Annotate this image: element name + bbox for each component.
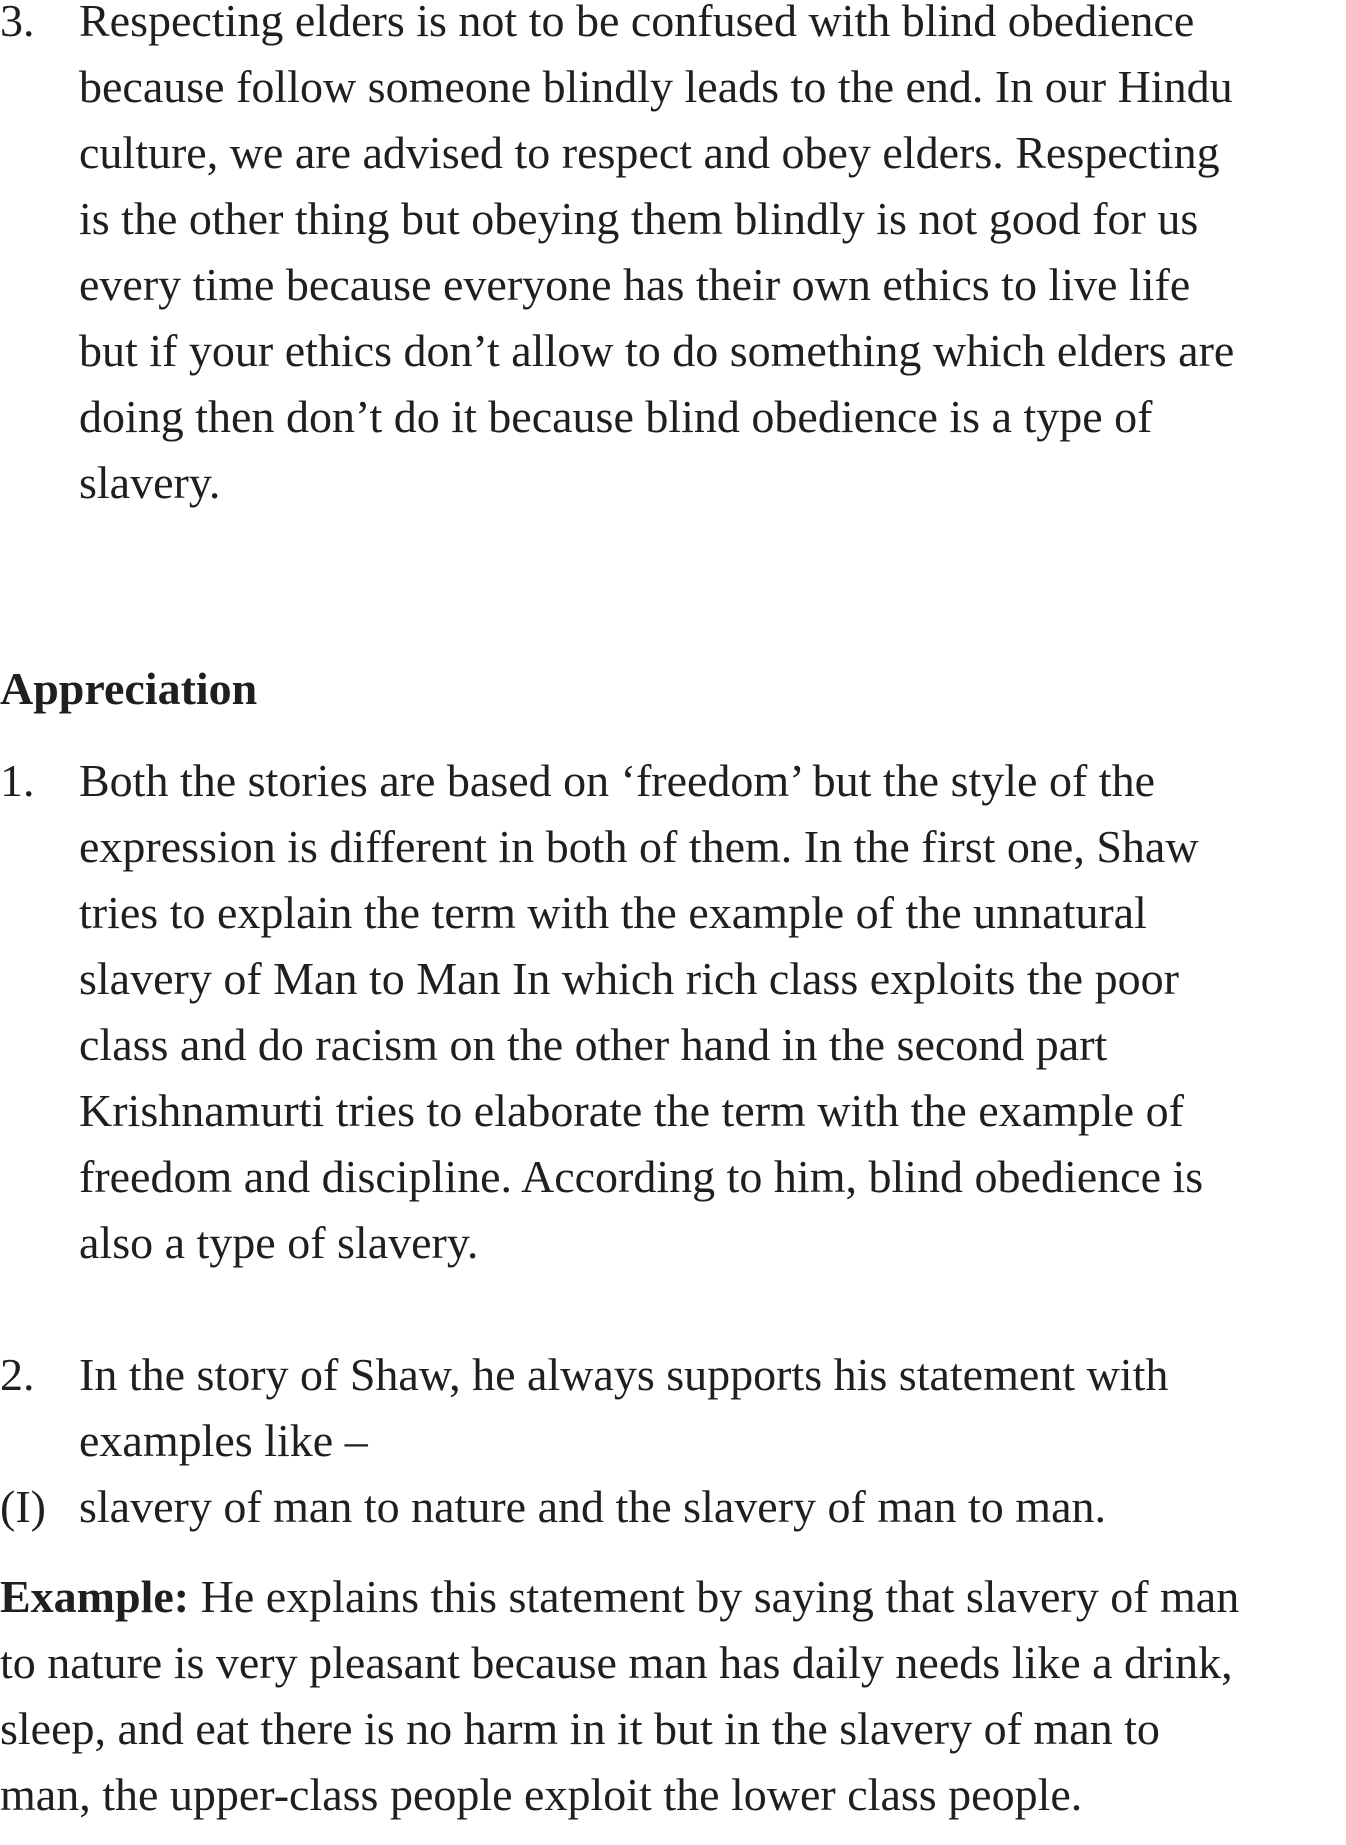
appreciation-item-2: [0, 1342, 1346, 1474]
paragraph-line: class and do racism on the other hand in the second part: [79, 1019, 1108, 1070]
paragraph-line: examples like –: [79, 1415, 368, 1466]
paragraph-line: culture, we are advised to respect and obey elders. Respecting: [79, 127, 1220, 178]
paragraph-line: every time because everyone has their own ethics to live life: [79, 259, 1191, 310]
paragraph-line: slavery of man to nature and the slavery of man to man.: [79, 1481, 1107, 1532]
paragraph-line: man, the upper-class people exploit the lower class people.: [0, 1769, 1083, 1820]
paragraph-line: sleep, and eat there is no harm in it but in the slavery of man to: [0, 1703, 1160, 1754]
section-3-paragraph: [0, 0, 1346, 516]
paragraph-line: but if your ethics don’t allow to do something which elders are: [79, 325, 1235, 376]
paragraph-line: In the story of Shaw, he always supports his statement with: [79, 1349, 1169, 1400]
list-number-3: 3.: [0, 0, 35, 46]
paragraph-line: expression is different in both of them. In the first one, Shaw: [79, 821, 1199, 872]
list-number-i: (I): [0, 1481, 46, 1532]
appreciation-heading: Appreciation: [0, 663, 258, 714]
appreciation-subitem-i: [0, 1474, 1346, 1540]
paragraph-line: slavery of Man to Man In which rich class exploits the poor: [79, 953, 1179, 1004]
paragraph-line: slavery.: [79, 457, 221, 508]
paragraph-line: [0, 1564, 1346, 1630]
paragraph-line: because follow someone blindly leads to the end. In our Hindu: [79, 61, 1233, 112]
list-number-1: 1.: [0, 755, 35, 806]
paragraph-line: Respecting elders is not to be confused with blind obedience: [79, 0, 1195, 46]
example-first-line-text: He explains this statement by saying that slavery of man: [189, 1571, 1240, 1622]
paragraph-line: doing then don’t do it because blind obedience is a type of: [79, 391, 1153, 442]
paragraph-line: is the other thing but obeying them blindly is not good for us: [79, 193, 1199, 244]
paragraph-line: to nature is very pleasant because man has daily needs like a drink,: [0, 1637, 1233, 1688]
paragraph-line: also a type of slavery.: [79, 1217, 479, 1268]
paragraph-line: freedom and discipline. According to him, blind obedience is: [79, 1151, 1204, 1202]
paragraph-line: Both the stories are based on ‘freedom’ but the style of the: [79, 755, 1155, 806]
appreciation-item-1: [0, 748, 1346, 1276]
paragraph-line: Krishnamurti tries to elaborate the term with the example of: [79, 1085, 1184, 1136]
paragraph-line: tries to explain the term with the example of the unnatural: [79, 887, 1147, 938]
example-paragraph: [0, 1564, 1346, 1828]
list-number-2: 2.: [0, 1349, 35, 1400]
example-label: Example:: [0, 1571, 190, 1622]
